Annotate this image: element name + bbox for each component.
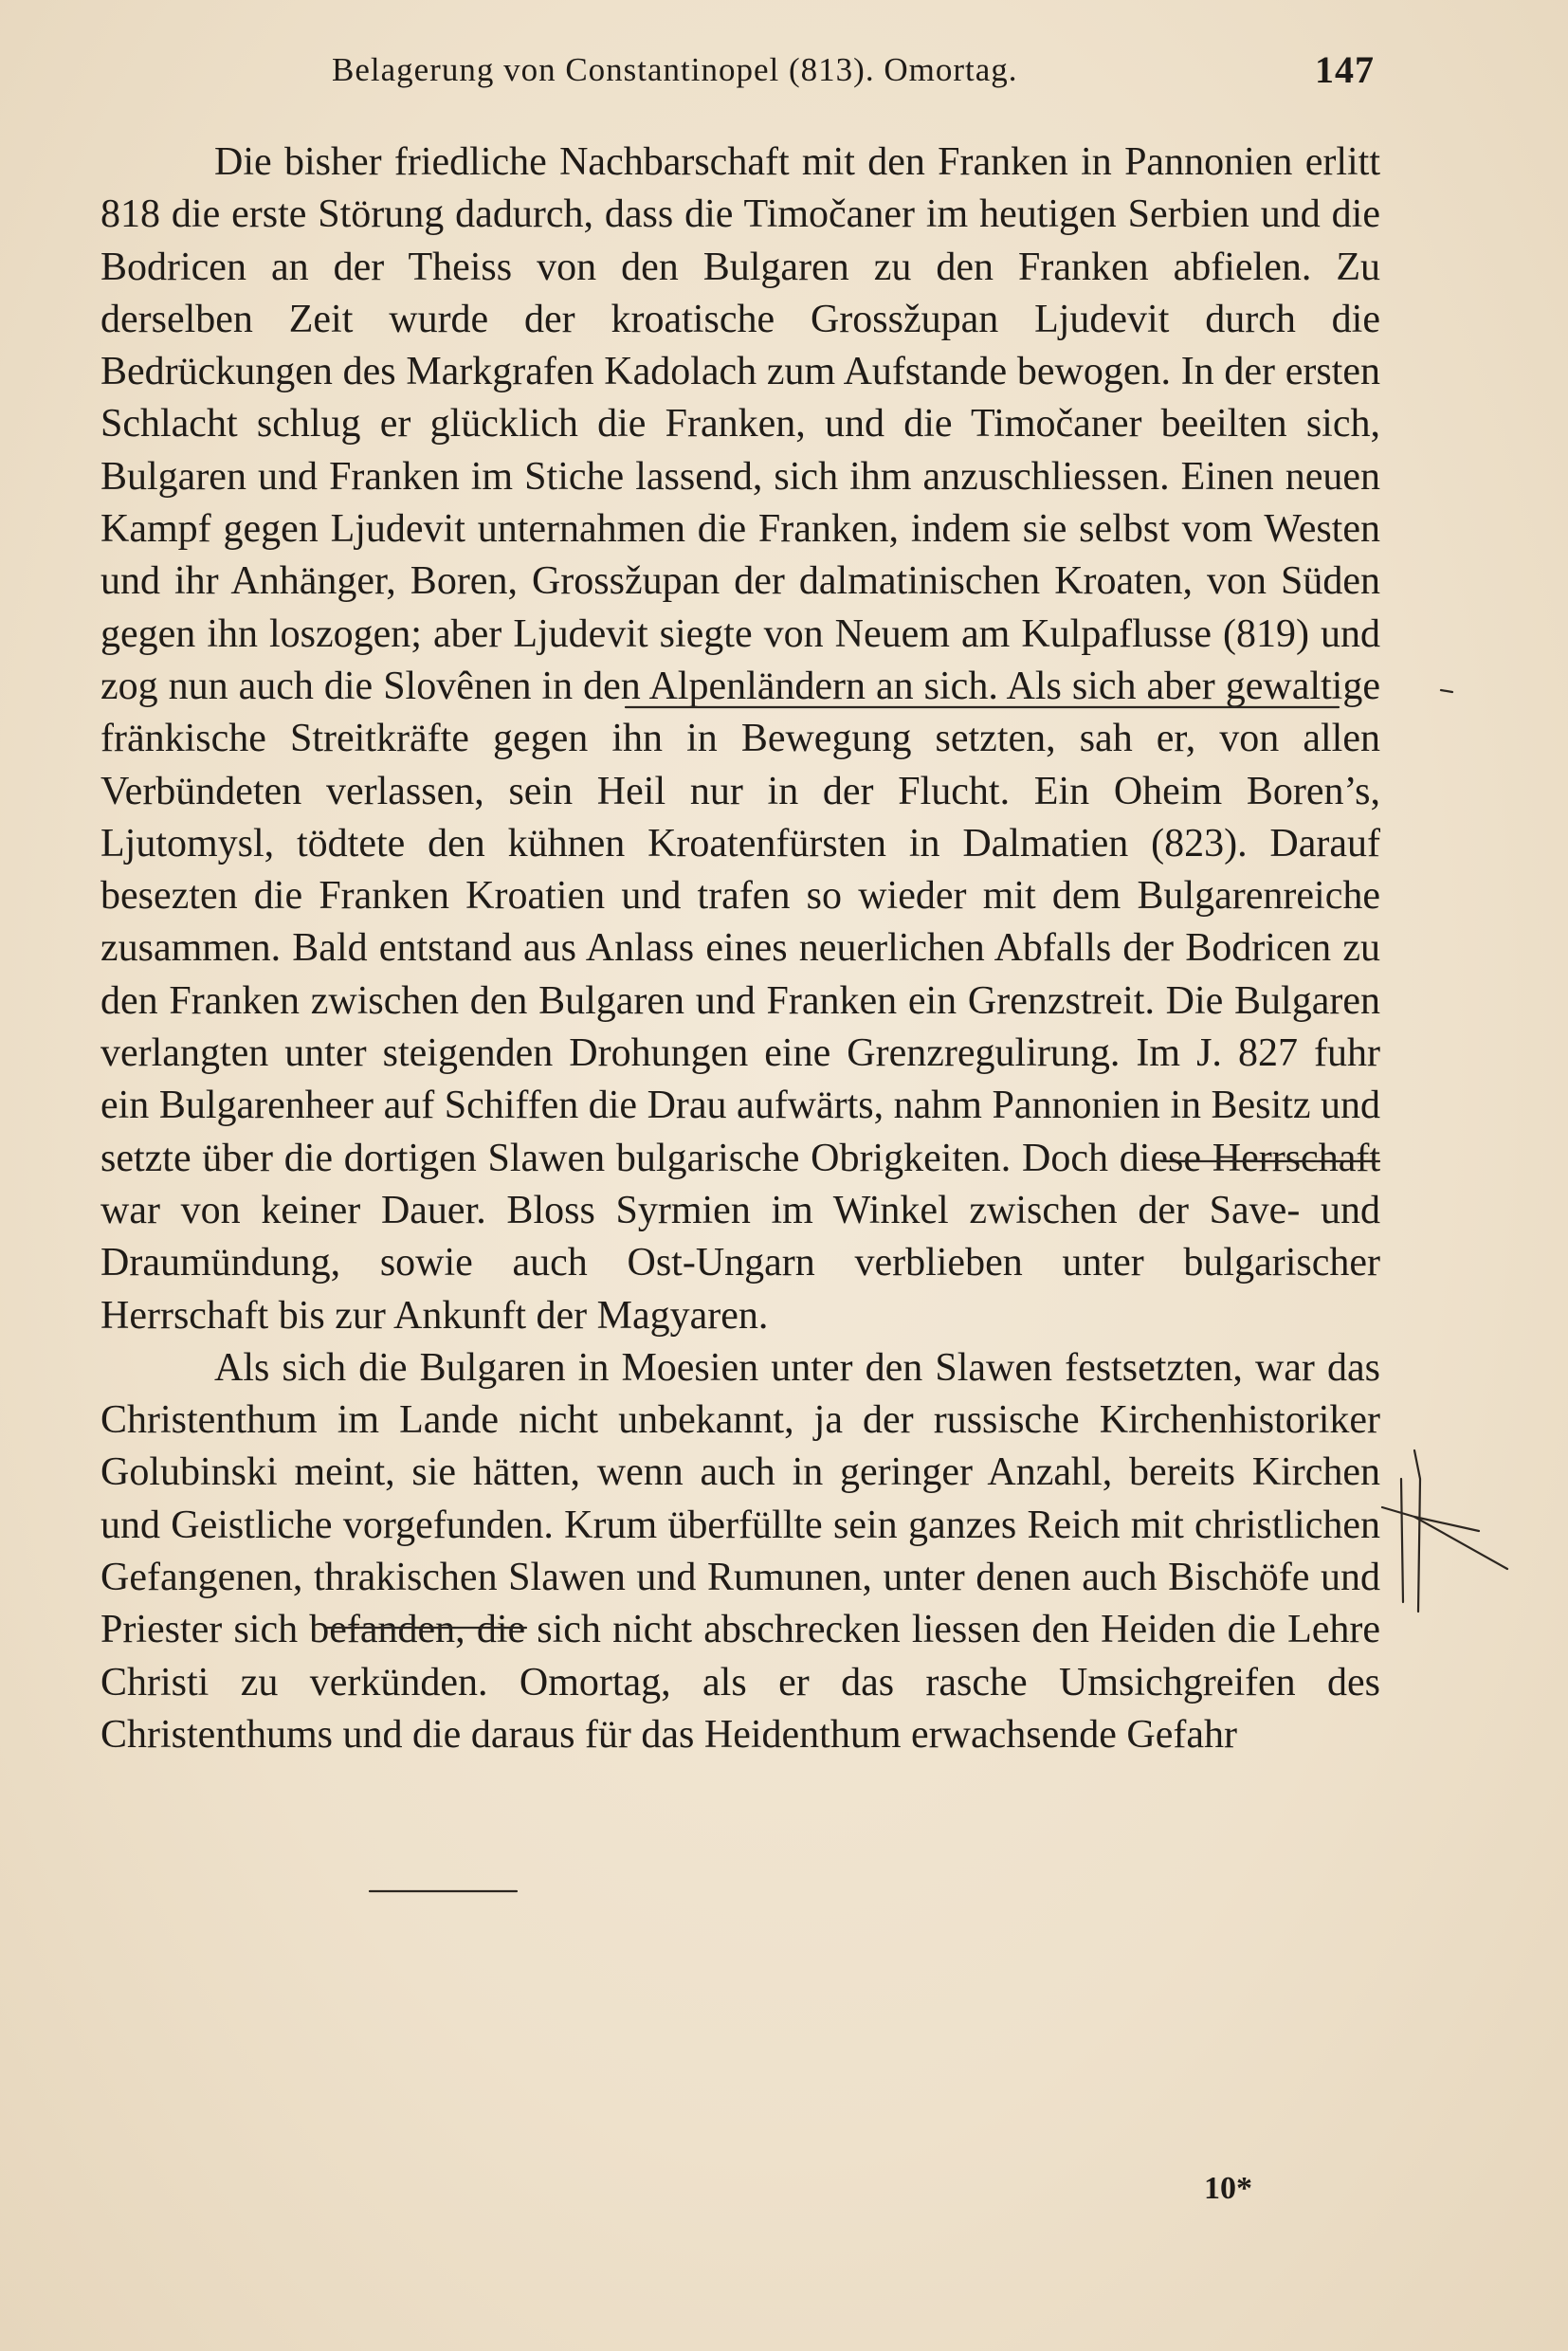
paragraph: Die bisher friedliche Nachbarschaft mit den Franken in Pannonien erlitt 818 die erste Störung dadurch, dass die Timočaner im heutigen Serbien und die Bodricen an der Theiss von den Bulgaren zu den Franken abfielen. Zu derselben Zeit wurde der kroatische Grossžupan Ljudevit durch die Bedrückungen des Markgrafen Kadolach zum Aufstande bewogen. In der ersten Schlacht schlug er glücklich die Franken, und die Timočaner beeilten sich, Bulgaren und Franken im Stiche lassend, sich ihm anzuschliessen. Einen neuen Kampf gegen Ljudevit unternahmen die Franken, indem sie selbst vom Westen und ihr Anhänger, Boren, Grossžupan der dalmatinischen Kroaten, von Süden gegen ihn loszogen; aber Ljudevit siegte von Neuem am Kulpaflusse (819) und zog nun auch die Slovênen in den Alpenländern an sich. Als sich aber gewaltige fränkische Streitkräfte gegen ihn in Bewegung setzten, sah er, von allen Verbündeten verlassen, sein Heil nur in der Flucht. Ein Oheim Boren’s, Ljutomysl, tödtete den kühnen Kroatenfürsten in Dalmatien (823). Darauf besezten die Franken Kroatien und trafen so wieder mit dem Bulgarenreiche zusammen. Bald entstand aus Anlass eines neuerlichen Abfalls der Bodricen zu den Franken zwischen den Bulgaren und Franken ein Grenzstreit. Die Bulgaren verlangten unter steigenden Drohungen eine Grenzregulirung. Im J. 827 fuhr ein Bulgarenheer auf Schiffen die Drau aufwärts, nahm Pannonien in Besitz und setzte über die dortigen Slawen bulgarische Obrigkeiten. Doch diese Herrschaft war von keiner Dauer. Bloss Syrmien im Winkel zwischen der Save- und Draumündung, sowie auch Ost-Ungarn verblieben unter bulgarischer Herrschaft bis zur Ankunft der Magyaren.: [100, 140, 1380, 1338]
signature-mark: 10*: [1204, 2171, 1252, 2206]
page-header: [332, 42, 1375, 99]
margin-arrow: [1382, 1507, 1507, 1569]
body-text: [100, 137, 1380, 1761]
margin-arrow: [1414, 1517, 1479, 1531]
margin-mark: [1441, 690, 1452, 692]
running-title: Belagerung von Constantinopel (813). Omortag.: [332, 51, 1018, 88]
margin-bracket: [1414, 1450, 1420, 1612]
page-number: 147: [1315, 48, 1375, 91]
margin-bracket: [1401, 1479, 1403, 1602]
paragraph: Als sich die Bulgaren in Moesien unter den Slawen festsetzten, war das Christenthum im Lande nicht unbekannt, ja der russische Kirchenhistoriker Golubinski meint, sie hätten, wenn auch in geringer Anzahl, bereits Kirchen und Geistliche vorgefunden. Krum überfüllte sein ganzes Reich mit christlichen Gefangenen, thrakischen Slawen und Rumunen, unter denen auch Bischöfe und Priester sich befanden, die sich nicht abschrecken liessen den Heiden die Lehre Christi zu verkünden. Omortag, als er das rasche Umsichgreifen des Christenthums und die daraus für das Heidenthum erwachsende Gefahr: [100, 1345, 1380, 1757]
